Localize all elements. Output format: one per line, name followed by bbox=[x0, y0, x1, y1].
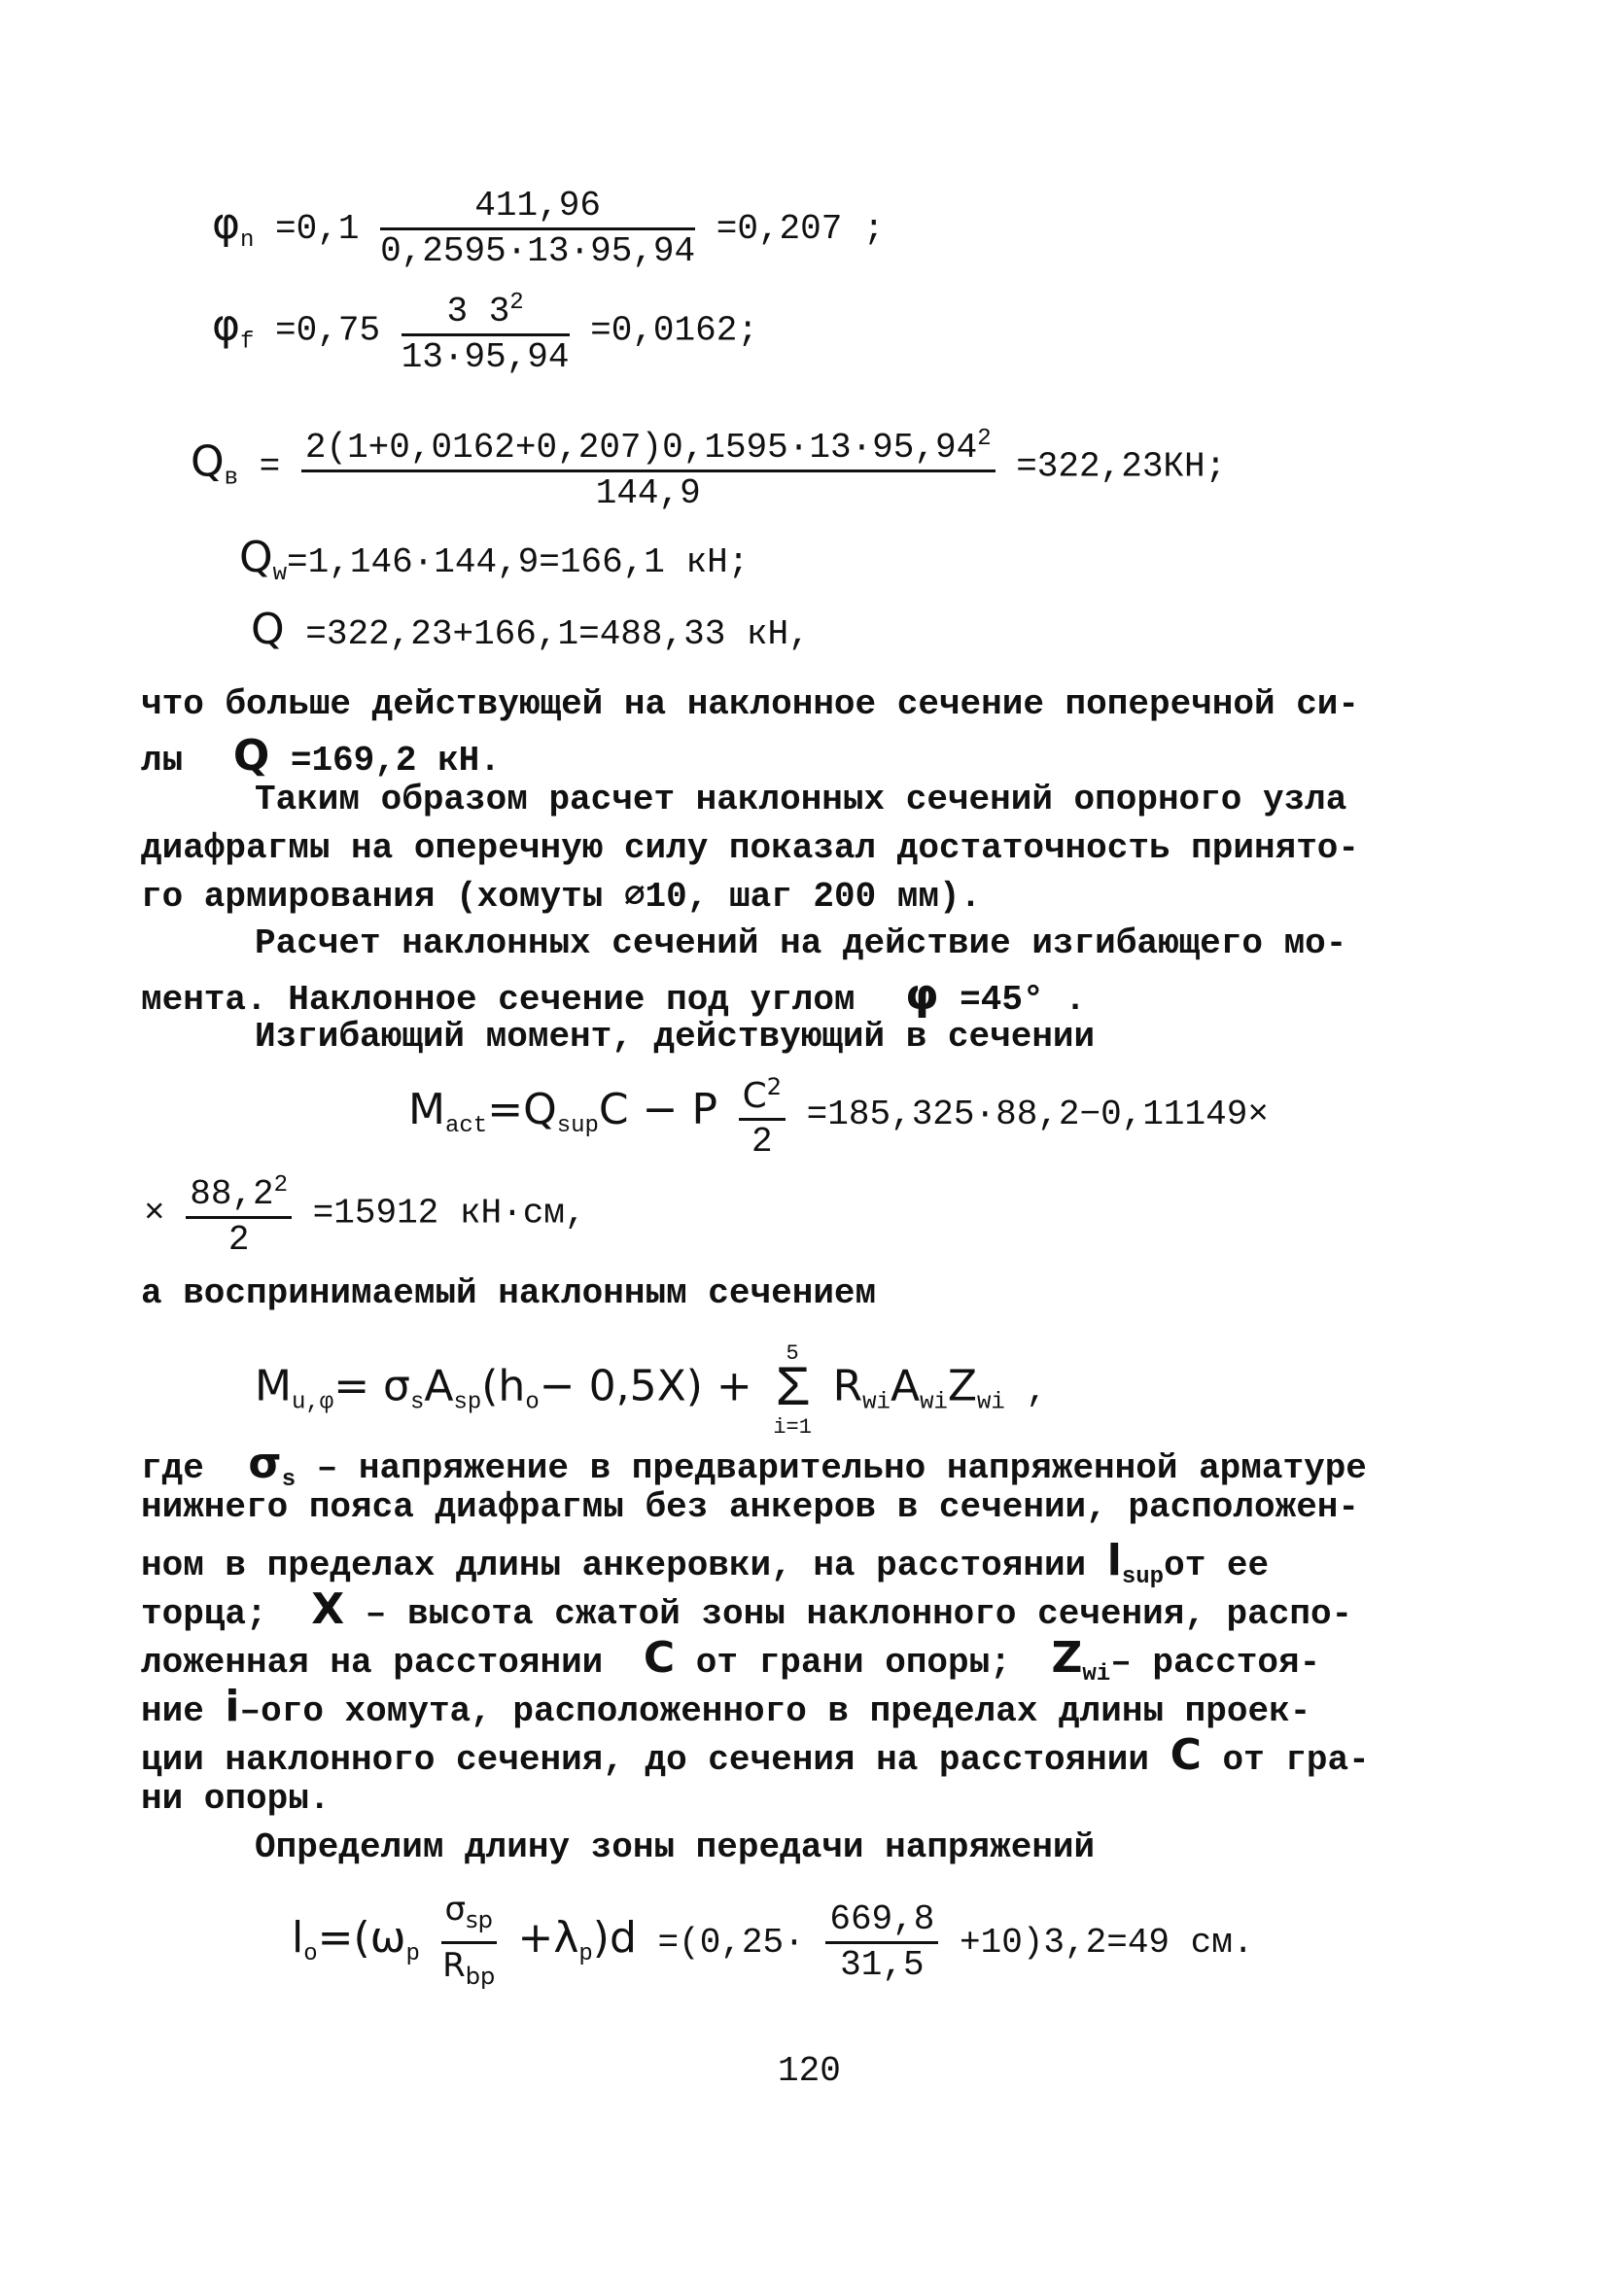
text-line: диафрагмы на оперечную силу показал достаточность принято- bbox=[141, 828, 1360, 868]
equation-l-o: $l_o=(\omega_p$ $\frac{\sigma_{sp}}{R_{bp}}$ $+\lambda_p)d =(0,25\cdot$ $\frac{669,8}{31,5}$ +10)3,2=49 см. bbox=[292, 1890, 1253, 1996]
phi-symbol: φ bbox=[212, 199, 241, 250]
text-line: ни опоры. bbox=[141, 1779, 331, 1819]
text-line: Расчет наклонных сечений на действие изгибающего мо- bbox=[255, 923, 1347, 963]
text-line: го армирования (хомуты ∅10, шаг 200 мм). bbox=[141, 877, 982, 917]
phi-symbol: φ bbox=[212, 300, 241, 351]
equation-m-u-phi: $M_{u,\varphi}= \sigma_sA_{sp}(h_o- 0,5X)$ + 5 Σ i=1 $R_{wi}A_{wi}Z_{wi}$ , bbox=[255, 1341, 1048, 1440]
text-line: ции наклонного сечения, до сечения на расстоянии C от гра- bbox=[141, 1730, 1370, 1780]
equation-q-w: $Q_w=1,146\cdot 144,9=166,1$ кН; bbox=[239, 533, 750, 588]
text-line: а воспринимаемый наклонным сечением bbox=[141, 1273, 877, 1313]
text-line: Изгибающий момент, действующий в сечении bbox=[255, 1017, 1096, 1057]
equation-phi-f: $\varphi_f =0,75$ $\frac{3 3^2}{13\cdot 95,94}$ =0,0162; bbox=[212, 284, 758, 377]
fraction: $\frac{411,96}{0,2595\cdot 13\cdot 95,94}$ bbox=[380, 186, 696, 271]
fraction: $\frac{669,8}{31,5}$ bbox=[825, 1900, 938, 1985]
text-line: ном в пределах длины анкеровки, на расстоянии $l_{sup}от$ ее bbox=[141, 1536, 1270, 1591]
text-line: лы Q =169,2 кН. bbox=[141, 731, 501, 781]
text-line: Определим длину зоны передачи напряжений bbox=[255, 1827, 1096, 1867]
summation: 5 Σ i=1 bbox=[773, 1341, 812, 1440]
fraction: $\frac{88,2^2}{2}$ bbox=[186, 1166, 292, 1260]
fraction: $\frac{3 3^2}{13\cdot 95,94}$ bbox=[402, 284, 570, 377]
equation-phi-n: $\varphi_n =0,1$ $\frac{411,96}{0,2595\cdot 13\cdot 95,94}$ =0,207 ; bbox=[212, 186, 885, 271]
text-line: торца; X – высота сжатой зоны наклонного сечения, распо- bbox=[141, 1584, 1353, 1634]
equation-q-total: Q =322,23+166,1=488,33 кН, bbox=[251, 605, 810, 654]
fraction: $\frac{\sigma_{sp}}{R_{bp}}$ bbox=[442, 1890, 496, 1990]
equation-m-act: $M_{act}=Q_{sup}C - P$ $\frac{C^2}{2}$ =185,325·88,2−0,11149× bbox=[408, 1067, 1269, 1162]
fraction: $\frac{2(1+0,0162+0,207)0,1595\cdot 13\cdot 95,94^2}{144,9}$ bbox=[301, 420, 996, 513]
text-line: ние i–ого хомута, расположенного в пределах длины проек- bbox=[141, 1682, 1311, 1731]
text-line: где $\sigma_s$ – напряжение в предварительно напряженной арматуре bbox=[141, 1439, 1367, 1494]
text-line: ложенная на расстоянии C от грани опоры; $Z_{wi}-$ расстоя- bbox=[141, 1633, 1321, 1688]
page-number: 120 bbox=[778, 2051, 841, 2091]
fraction: $\frac{C^2}{2}$ bbox=[739, 1067, 786, 1162]
equation-q-b: $Q_в$ = $\frac{2(1+0,0162+0,207)0,1595\cdot 13\cdot 95,94^2}{144,9}$ =322,23КН; bbox=[191, 420, 1226, 513]
equation-m-act-continued: × $\frac{88,2^2}{2}$ =15912 кН·см, bbox=[144, 1166, 586, 1260]
text-line: нижнего пояса диафрагмы без анкеров в сечении, расположен- bbox=[141, 1487, 1360, 1527]
text-line: мента. Наклонное сечение под углом φ =45° . bbox=[141, 970, 1086, 1020]
text-line: что больше действующей на наклонное сечение поперечной си- bbox=[141, 684, 1360, 724]
text-line: Таким образом расчет наклонных сечений опорного узла bbox=[255, 780, 1347, 819]
